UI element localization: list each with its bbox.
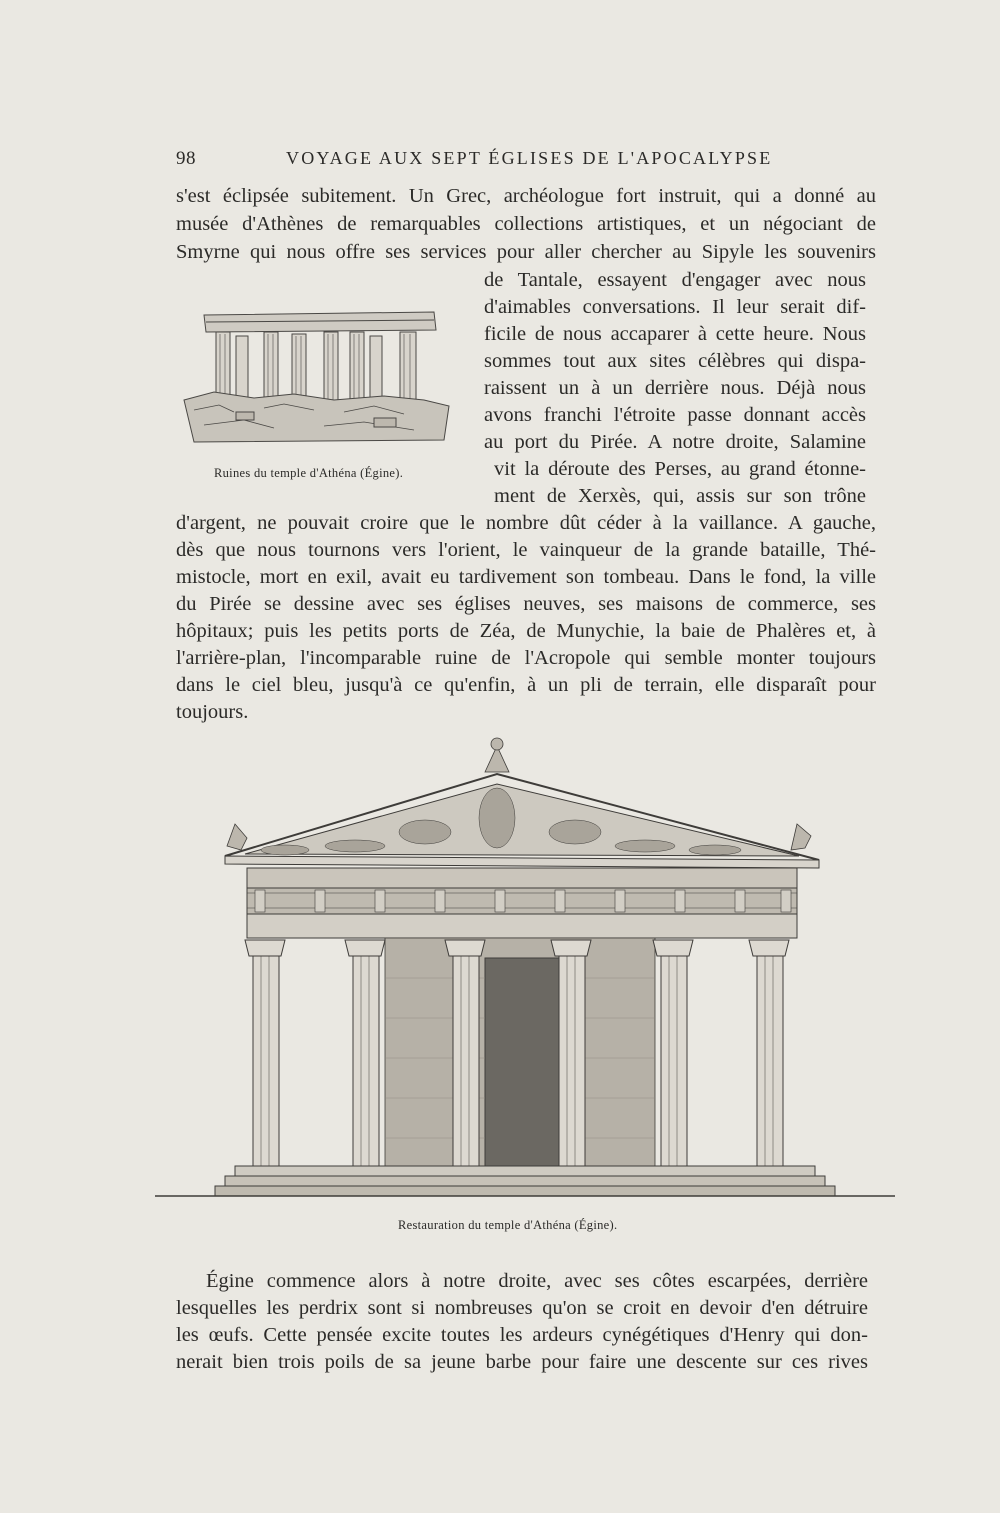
text-line: les œufs. Cette pensée excite toutes les ardeurs cynégétiques d'Henry qui don-	[176, 1324, 868, 1346]
text-line: vit la déroute des Perses, au grand étonne-	[494, 458, 866, 480]
text-line: hôpitaux; puis les petits ports de Zéa, de Munychie, la baie de Phalères et, à	[176, 620, 876, 642]
text-line: au port du Pirée. A notre droite, Salamine	[484, 431, 866, 453]
text-line: ment de Xerxès, qui, assis sur son trône	[494, 485, 866, 507]
text-line: du Pirée se dessine avec ses églises neuves, ses maisons de commerce, ses	[176, 593, 876, 615]
text-line: Égine commence alors à notre droite, avec ses côtes escarpées, derrière	[206, 1270, 868, 1292]
running-title: VOYAGE AUX SEPT ÉGLISES DE L'APOCALYPSE	[286, 148, 773, 168]
text-line: raissent un à un derrière nous. Déjà nous	[484, 377, 866, 399]
text-line: Smyrne qui nous offre ses services pour aller chercher au Sipyle les souvenirs	[176, 241, 876, 263]
text-line: de Tantale, essayent d'engager avec nous	[484, 269, 866, 291]
text-line: avons franchi l'étroite passe donnant accès	[484, 404, 866, 426]
text-line: toujours.	[176, 701, 249, 723]
temple-restoration-engraving	[155, 728, 895, 1198]
text-line: lesquelles les perdrix sont si nombreuses qu'on se croit en devoir d'en détruire	[176, 1297, 868, 1319]
text-line: d'aimables conversations. Il leur serait dif-	[484, 296, 866, 318]
text-line: dans le ciel bleu, jusqu'à ce qu'enfin, à un pli de terrain, elle disparaît pour	[176, 674, 876, 696]
temple-ruins-engraving	[174, 300, 464, 450]
text-line: s'est éclipsée subitement. Un Grec, archéologue fort instruit, qui a donné au	[176, 185, 876, 207]
text-line: l'arrière-plan, l'incomparable ruine de l'Acropole qui semble monter toujours	[176, 647, 876, 669]
text-line: ficile de nous accaparer à cette heure. Nous	[484, 323, 866, 345]
text-line: d'argent, ne pouvait croire que le nombre dût céder à la vaillance. A gauche,	[176, 512, 876, 534]
text-line: dès que nous tournons vers l'orient, le vainqueur de la grande bataille, Thé-	[176, 539, 876, 561]
figure-caption-large: Restauration du temple d'Athéna (Égine).	[398, 1218, 618, 1232]
text-line: mistocle, mort en exil, avait eu tardivement son tombeau. Dans le fond, la ville	[176, 566, 876, 588]
figure-caption-small: Ruines du temple d'Athéna (Égine).	[214, 466, 404, 480]
running-head	[176, 148, 876, 178]
page-number: 98	[176, 148, 196, 169]
text-line: sommes tout aux sites célèbres qui dispa-	[484, 350, 866, 372]
text-line: nerait bien trois poils de sa jeune barbe pour faire une descente sur ces rives	[176, 1351, 868, 1373]
text-line: musée d'Athènes de remarquables collections artistiques, et un négociant de	[176, 213, 876, 235]
